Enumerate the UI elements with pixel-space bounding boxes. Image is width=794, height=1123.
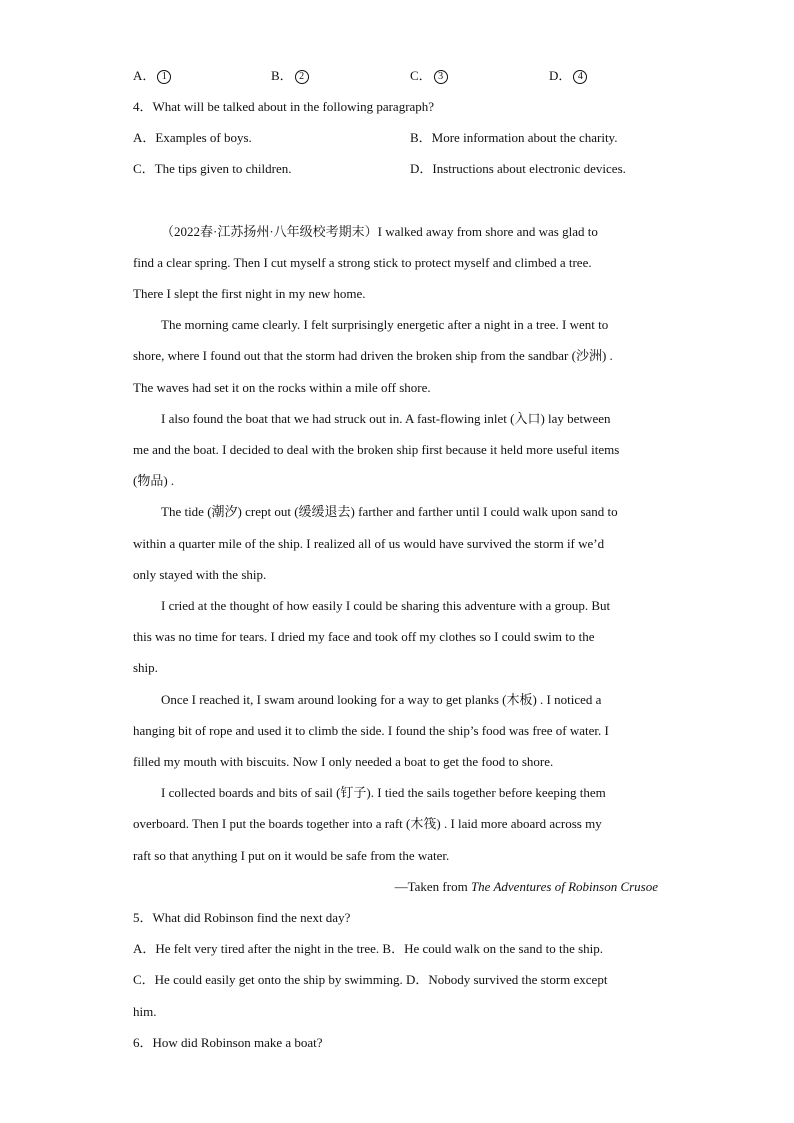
passage-source (395, 879, 658, 895)
circled-number-icon: 4 (573, 70, 587, 84)
option-letter: A． (133, 68, 156, 83)
passage-line: I also found the boat that we had struck out in. A fast-flowing inlet (入口) lay between (161, 411, 611, 426)
passage-line: I collected boards and bits of sail (钉子). I tied the sails together before keeping them (161, 785, 606, 800)
q4-option-d[interactable]: D．Instructions about electronic devices. (410, 161, 626, 176)
option-letter: C． (410, 68, 432, 83)
passage-line: There I slept the first night in my new home. (133, 286, 366, 301)
passage-line: (物品) . (133, 473, 175, 488)
passage-line: overboard. Then I put the boards together into a raft (木筏) . I laid more aboard across my (133, 816, 602, 831)
q5-options-line-3: him. (133, 1004, 157, 1019)
passage-line: find a clear spring. Then I cut myself a strong stick to protect myself and climbed a tree. (133, 255, 592, 270)
passage-line: only stayed with the ship. (133, 567, 267, 582)
passage-line: （2022春·江苏扬州·八年级校考期末）I walked away from shore and was glad to (161, 224, 598, 239)
passage-line: raft so that anything I put on it would be safe from the water. (133, 848, 450, 863)
q6-stem: 6．How did Robinson make a boat? (133, 1035, 323, 1050)
q4-option-b[interactable]: B．More information about the charity. (410, 130, 618, 145)
source-title: The Adventures of Robinson Crusoe (470, 879, 658, 894)
q3-option-b[interactable] (271, 68, 309, 84)
q4-option-a[interactable]: A．Examples of boys. (133, 130, 252, 145)
q5-options-line-2[interactable]: C．He could easily get onto the ship by swimming. D．Nobody survived the storm except (133, 972, 608, 987)
passage-line: ship. (133, 660, 158, 675)
circled-number-icon: 3 (434, 70, 448, 84)
q3-option-a[interactable] (133, 68, 171, 84)
q5-options-line-1[interactable]: A．He felt very tired after the night in the tree. B．He could walk on the sand to the ship. (133, 941, 604, 956)
passage-line: The tide (潮汐) crept out (缓缓退去) farther and farther until I could walk upon sand to (161, 504, 618, 519)
passage-line: Once I reached it, I swam around looking for a way to get planks (木板) . I noticed a (161, 692, 602, 707)
passage-line: me and the boat. I decided to deal with the broken ship first because it held more useful items (133, 442, 620, 457)
passage-line: The morning came clearly. I felt surprisingly energetic after a night in a tree. I went to (161, 317, 609, 332)
passage-line: hanging bit of rope and used it to climb the side. I found the ship’s food was free of water. I (133, 723, 609, 738)
option-letter: B． (271, 68, 293, 83)
circled-number-icon: 2 (295, 70, 309, 84)
option-letter: D． (549, 68, 572, 83)
source-prefix: —Taken from (394, 879, 471, 894)
passage-line: filled my mouth with biscuits. Now I only needed a boat to get the food to shore. (133, 754, 554, 769)
q3-option-c[interactable] (410, 68, 448, 84)
q3-option-d[interactable] (549, 68, 587, 84)
q5-stem: 5．What did Robinson find the next day? (133, 910, 351, 925)
passage-line: The waves had set it on the rocks within a mile off shore. (133, 380, 431, 395)
passage-line: shore, where I found out that the storm had driven the broken ship from the sandbar (沙洲) . (133, 348, 613, 363)
q4-stem: 4．What will be talked about in the following paragraph? (133, 99, 435, 114)
passage-line: within a quarter mile of the ship. I realized all of us would have survived the storm if we’d (133, 536, 605, 551)
q4-option-c[interactable]: C．The tips given to children. (133, 161, 292, 176)
passage-line: this was no time for tears. I dried my face and took off my clothes so I could swim to the (133, 629, 595, 644)
circled-number-icon: 1 (157, 70, 171, 84)
passage-line: I cried at the thought of how easily I could be sharing this adventure with a group. But (161, 598, 611, 613)
